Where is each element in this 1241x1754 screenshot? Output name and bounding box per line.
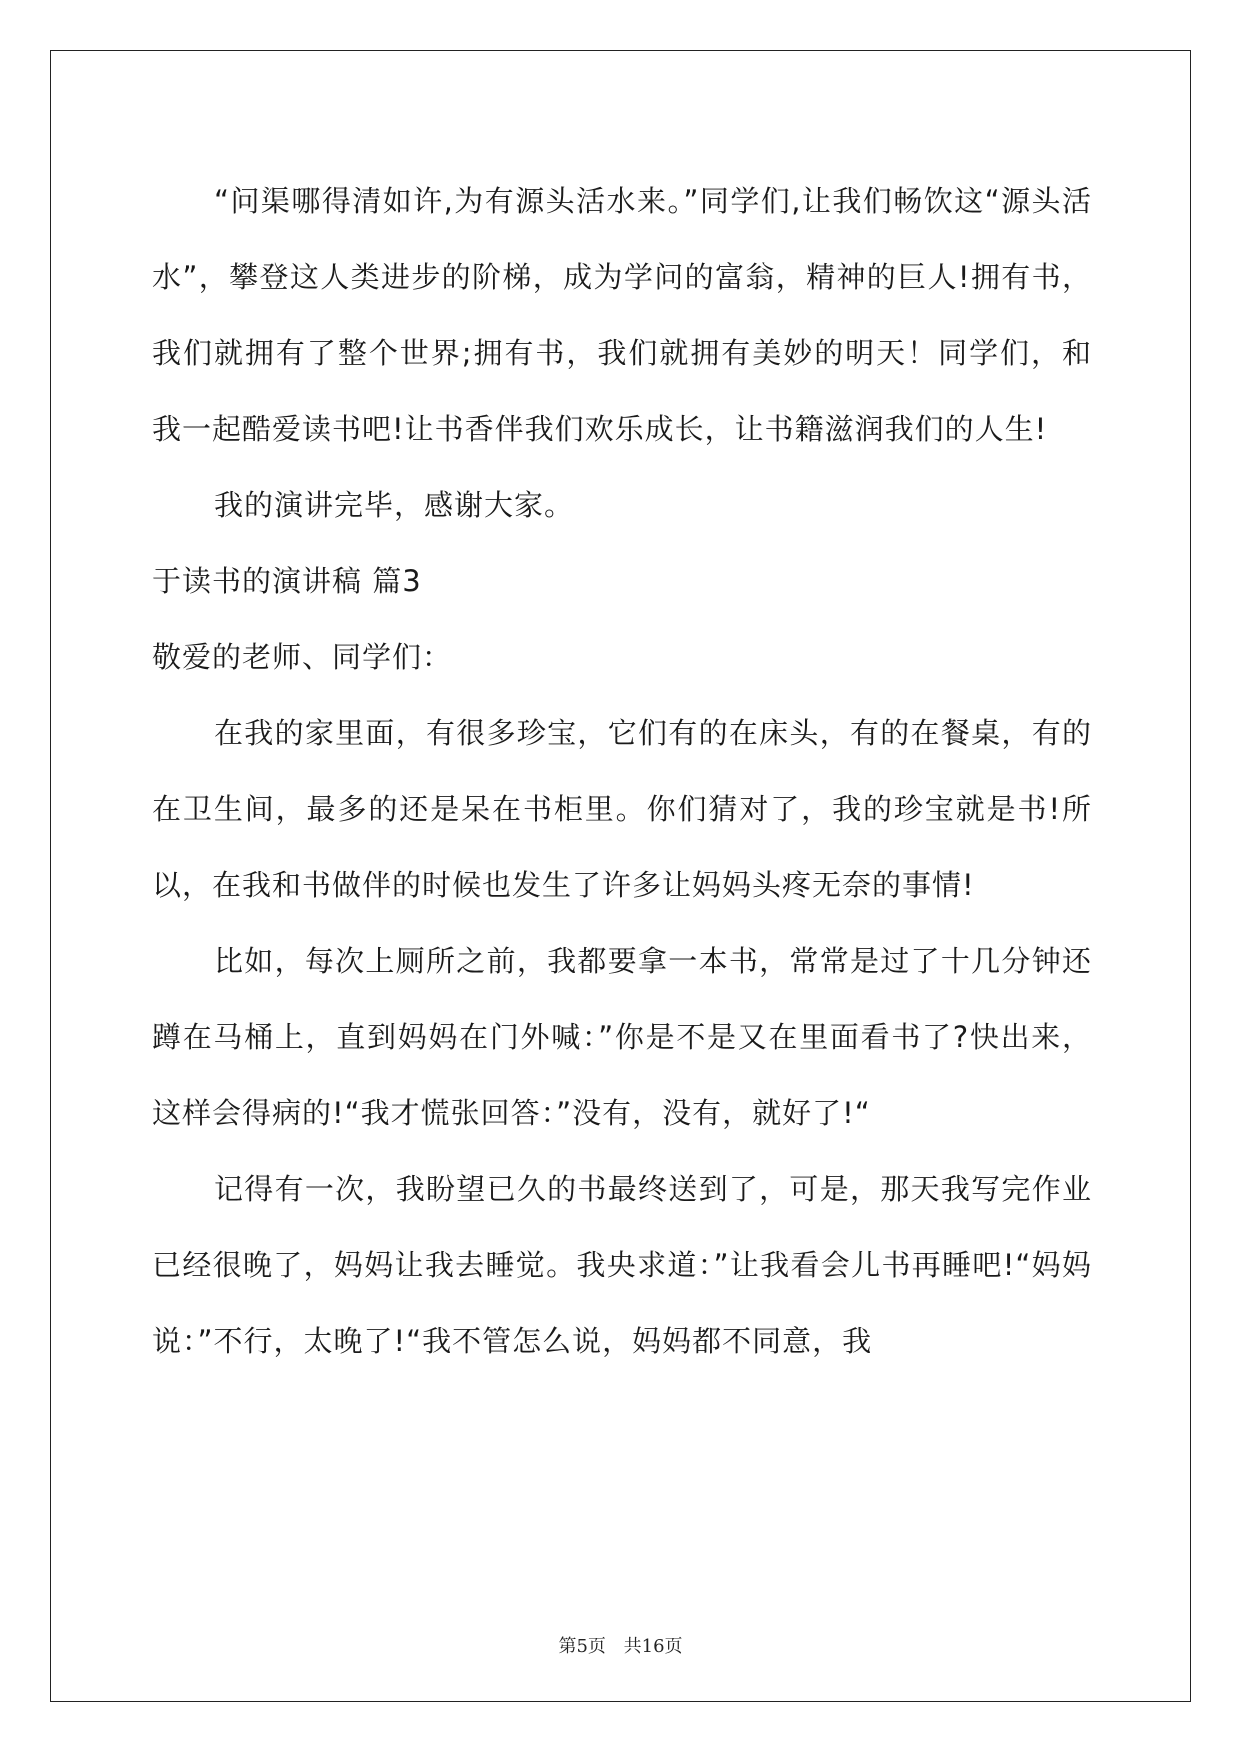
page-number: 第5页 [558,1636,606,1657]
paragraph-bathroom: 比如，每次上厕所之前，我都要拿一本书，常常是过了十几分钟还蹲在马桶上，直到妈妈在门外喊：”你是不是又在里面看书了?快出来，这样会得病的!“我才慌张回答：”没有，没有，就好了!“ [152,944,1092,1130]
document-body [152,163,1092,1379]
paragraph-treasures: 在我的家里面，有很多珍宝，它们有的在床头，有的在餐桌，有的在卫生间，最多的还是呆在书柜里。你们猜对了，我的珍宝就是书!所以，在我和书做伴的时候也发生了许多让妈妈头疼无奈的事情! [152,716,1092,902]
salutation: 敬爱的老师、同学们： [152,640,453,674]
page-footer [0,1632,1241,1658]
paragraph-speech-end: 我的演讲完毕，感谢大家。 [214,488,575,522]
paragraph-bedtime: 记得有一次，我盼望已久的书最终送到了，可是，那天我写完作业已经很晚了，妈妈让我去睡觉。我央求道：”让我看会儿书再睡吧!“妈妈说：”不行，太晚了!“我不管怎么说，妈妈都不同意，我 [152,1172,1092,1358]
section-title: 于读书的演讲稿 篇3 [152,564,422,598]
paragraph-closing-quote: “问渠哪得清如许,为有源头活水来。”同学们,让我们畅饮这“源头活水”，攀登这人类进步的阶梯，成为学问的富翁，精神的巨人!拥有书，我们就拥有了整个世界;拥有书，我们就拥有美妙的明天！同学们，和我一起酷爱读书吧!让书香伴我们欢乐成长，让书籍滋润我们的人生! [152,184,1092,446]
page-total: 共16页 [623,1636,683,1657]
